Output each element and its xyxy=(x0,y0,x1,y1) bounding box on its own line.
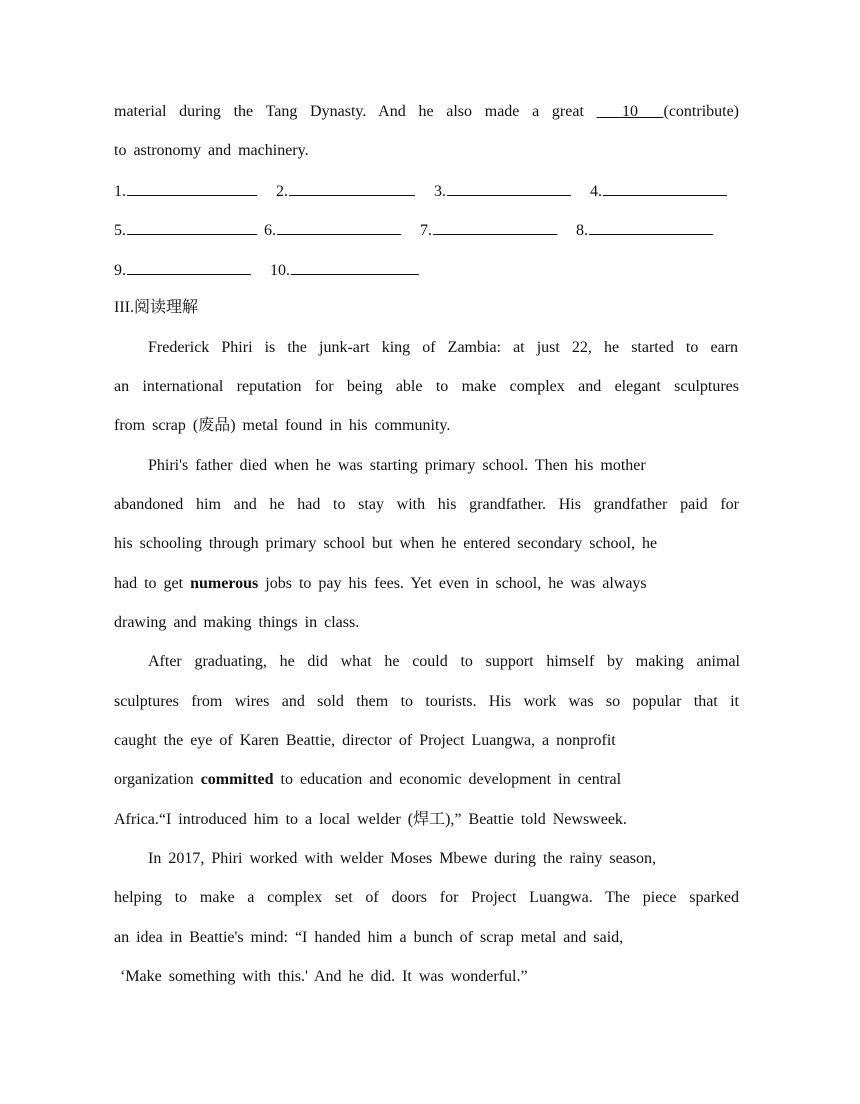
answer-label: 10. xyxy=(270,262,290,279)
text-line xyxy=(114,692,739,712)
text-line xyxy=(114,888,739,908)
text-fragment: Africa.“I introduced him to a local welder (焊工),” Beattie told Newsweek. xyxy=(114,811,627,828)
text-fragment: jobs to pay his fees. Yet even in school, he was always xyxy=(265,575,647,592)
answer-blank[interactable] xyxy=(127,259,251,275)
answer-blank[interactable] xyxy=(433,219,557,235)
answer-label: 3. xyxy=(434,183,446,200)
answer-label: 1. xyxy=(114,183,126,200)
answer-blank[interactable] xyxy=(127,219,257,235)
text-fragment: ‘Make something with this.' And he did. It was wonderful.” xyxy=(120,968,528,985)
text-line xyxy=(148,456,646,476)
answer-blank[interactable] xyxy=(447,180,571,196)
answer-blank[interactable] xyxy=(291,259,419,275)
text-line xyxy=(114,574,647,594)
answer-blank[interactable] xyxy=(289,180,415,196)
text-fragment: to education and economic development in central xyxy=(280,771,622,788)
text-line xyxy=(114,416,450,436)
answer-blank[interactable] xyxy=(277,219,401,235)
answer-label: 5. xyxy=(114,222,126,239)
answer-label: 9. xyxy=(114,262,126,279)
blank-10: 10 xyxy=(596,103,664,120)
text-fragment: had to get xyxy=(114,575,184,592)
text-fragment: sculptures from wires and sold them to tourists. His work was so popular that it xyxy=(114,693,739,710)
text-fragment: Phiri's father died when he was starting primary school. Then his mother xyxy=(148,457,646,474)
text-line xyxy=(114,495,739,515)
answer-label: 4. xyxy=(590,183,602,200)
hint-word: (contribute) xyxy=(663,103,740,120)
bold-word: numerous xyxy=(190,575,259,592)
bold-word: committed xyxy=(200,771,274,788)
text-line xyxy=(114,731,616,751)
text-line xyxy=(114,534,657,554)
text-fragment: organization xyxy=(114,771,194,788)
text-fragment: his schooling through primary school but when he entered secondary school, he xyxy=(114,535,658,552)
answer-label: 8. xyxy=(576,222,588,239)
text-line xyxy=(114,810,627,830)
text-line xyxy=(114,613,359,633)
text-line xyxy=(148,338,738,358)
answer-label: 7. xyxy=(420,222,432,239)
text-fragment: Frederick Phiri is the junk-art king of Zambia: at just 22, he started to earn xyxy=(148,339,738,356)
text-fragment: an idea in Beattie's mind: “I handed him a bunch of scrap metal and said, xyxy=(114,929,624,946)
text-line xyxy=(114,928,623,948)
text-line xyxy=(120,967,528,987)
answer-blank[interactable] xyxy=(127,180,257,196)
text-line xyxy=(114,141,309,161)
text-line xyxy=(114,377,739,397)
answer-label: 6. xyxy=(264,222,276,239)
text-fragment: drawing and making things in class. xyxy=(114,614,360,631)
answer-row-1 xyxy=(114,180,727,202)
answer-row-3 xyxy=(114,259,419,281)
text-line xyxy=(148,652,740,672)
text-line xyxy=(114,102,739,122)
text-fragment: helping to make a complex set of doors for Project Luangwa. The piece sparked xyxy=(114,889,739,906)
text-fragment: an international reputation for being able to make complex and elegant sculptures xyxy=(114,378,739,395)
text-fragment: In 2017, Phiri worked with welder Moses Mbewe during the rainy season, xyxy=(148,850,657,867)
text-fragment: material during the Tang Dynasty. And he also made a great xyxy=(114,103,584,120)
text-fragment: abandoned him and he had to stay with his grandfather. His grandfather paid for xyxy=(114,496,739,513)
section-title: III.阅读理解 xyxy=(114,299,198,316)
answer-label: 2. xyxy=(276,183,288,200)
text-line xyxy=(114,770,621,790)
answer-blank[interactable] xyxy=(589,219,713,235)
section-heading xyxy=(114,298,198,318)
text-fragment: from scrap (废品) metal found in his community. xyxy=(114,417,451,434)
answer-row-2 xyxy=(114,219,713,241)
answer-blank[interactable] xyxy=(603,180,727,196)
text-fragment: After graduating, he did what he could to support himself by making animal xyxy=(148,653,740,670)
text-fragment: to astronomy and machinery. xyxy=(114,142,309,159)
text-line xyxy=(148,849,656,869)
text-fragment: caught the eye of Karen Beattie, director of Project Luangwa, a nonprofit xyxy=(114,732,616,749)
